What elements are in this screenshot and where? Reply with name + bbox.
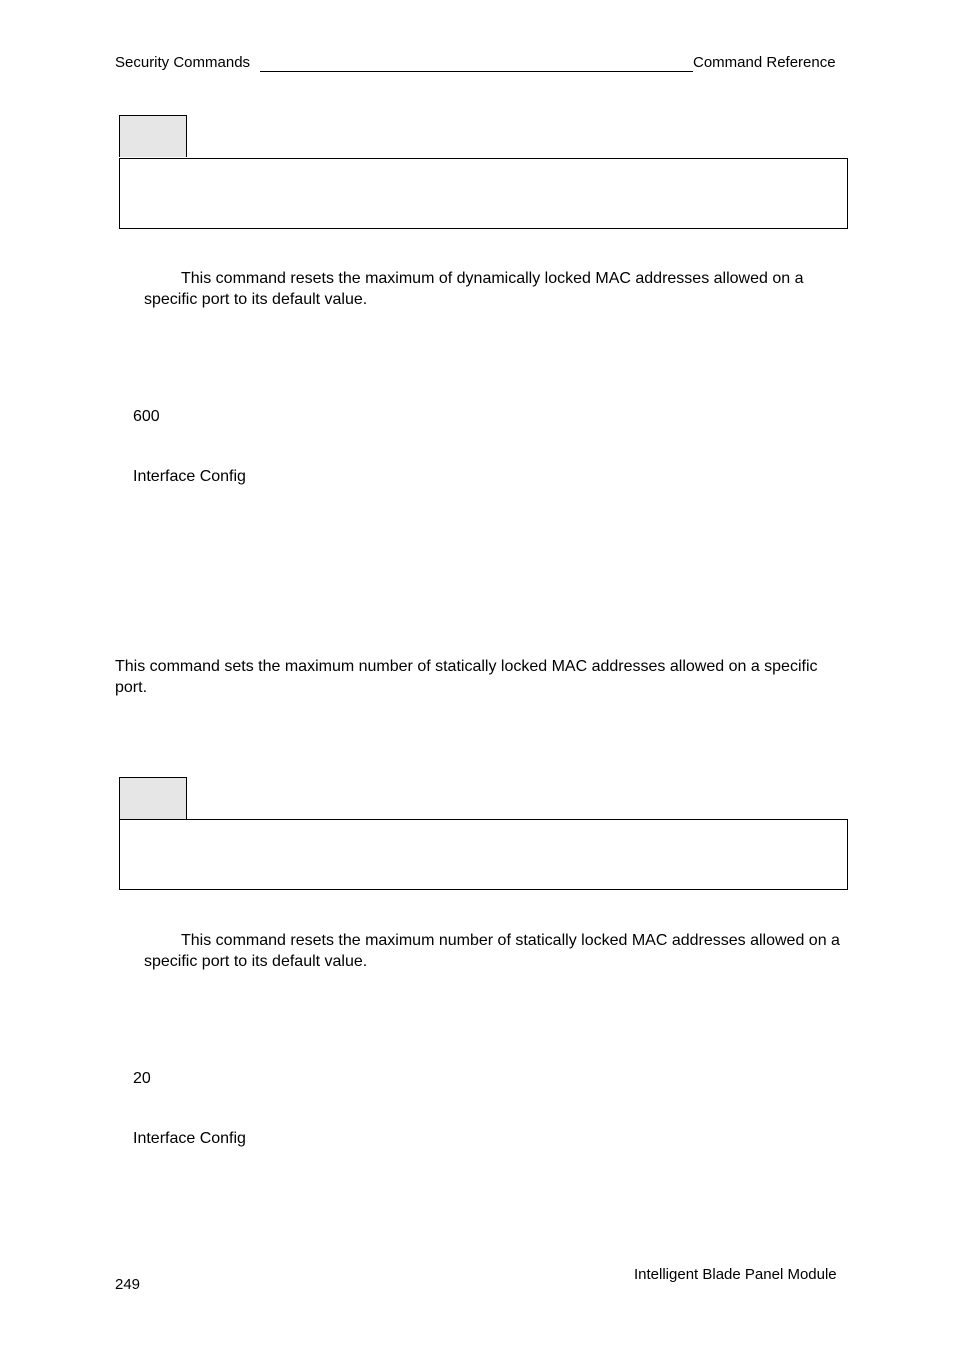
header-rule	[260, 71, 693, 72]
header-section-title: Security Commands	[115, 54, 251, 71]
command-description: This command resets the maximum of dynamically locked MAC addresses allowed on a specific port to its default value.	[144, 270, 804, 308]
default-value: 600	[133, 408, 160, 425]
default-value: 20	[133, 1070, 151, 1087]
header-document-title: Command Reference	[693, 54, 836, 71]
command-intro: This command sets the maximum number of statically locked MAC addresses allowed on a specific port.	[115, 658, 818, 696]
command-description: This command resets the maximum number of statically locked MAC addresses allowed on a specific port to its default value.	[144, 932, 840, 970]
command-mode: Interface Config	[133, 1130, 246, 1147]
syntax-box	[119, 819, 848, 890]
syntax-label-tab	[119, 777, 187, 819]
syntax-label-tab	[119, 115, 187, 157]
command-mode: Interface Config	[133, 468, 246, 485]
syntax-box	[119, 158, 848, 229]
footer-product-title: Intelligent Blade Panel Module	[634, 1266, 837, 1283]
page-number: 249	[115, 1276, 141, 1293]
